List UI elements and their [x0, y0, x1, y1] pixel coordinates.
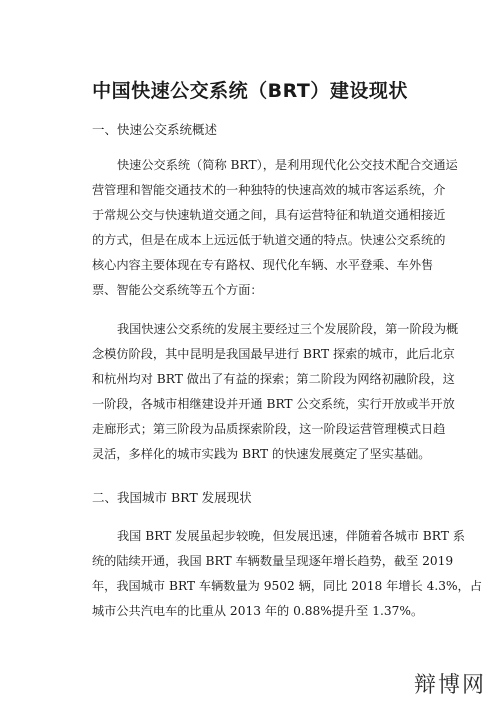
paragraph-line: 一阶段，各城市相继建设并开通 BRT 公交系统，实行开放或半开放	[92, 397, 455, 411]
paragraph-line: 我国快速公交系统的发展主要经过三个发展阶段，第一阶段为概	[117, 322, 459, 336]
watermark-logo: 辩博网	[413, 673, 486, 698]
paragraph-line: 年，我国城市 BRT 车辆数量为 9502 辆，同比 2018 年增长 4.3%，占	[92, 579, 482, 593]
paragraph-line: 城市公共汽电车的比重从 2013 年的 0.88%提升至 1.37%。	[92, 604, 424, 618]
paragraph-line: 的方式，但是在成本上远远低于轨道交通的特点。快速公交系统的	[92, 233, 446, 247]
paragraph-line: 票、智能公交系统等五个方面：	[92, 283, 263, 297]
paragraph-brt-current-status	[92, 524, 482, 624]
paragraph-line: 统的陆续开通，我国 BRT 车辆数量呈现逐年增长趋势，截至 2019	[92, 554, 454, 568]
paragraph-line: 走廊形式；第三阶段为品质探索阶段，这一阶段运营管理模式日趋	[92, 422, 446, 436]
document-title: 中国快速公交系统（BRT）建设现状	[92, 80, 408, 102]
paragraph-line: 营管理和智能交通技术的一种独特的快速高效的城市客运系统，介	[92, 183, 446, 197]
paragraph-line: 快速公交系统（简称 BRT），是利用现代化公交技术配合交通运	[117, 158, 458, 172]
paragraph-brt-definition	[92, 153, 458, 303]
section-heading-status: 二、我国城市 BRT 发展现状	[92, 490, 252, 505]
section-heading-overview: 一、快速公交系统概述	[92, 122, 218, 137]
paragraph-line: 核心内容主要体现在专有路权、现代化车辆、水平登乘、车外售	[92, 258, 434, 272]
paragraph-line: 念模仿阶段，其中昆明是我国最早进行 BRT 探索的城市，此后北京	[92, 347, 455, 361]
paragraph-line: 于常规公交与快速轨道交通之间，具有运营特征和轨道交通相接近	[92, 208, 446, 222]
paragraph-brt-development-stages	[92, 317, 459, 467]
paragraph-line: 我国 BRT 发展虽起步较晚，但发展迅速，伴随着各城市 BRT 系	[117, 529, 465, 543]
paragraph-line: 和杭州均对 BRT 做出了有益的探索；第二阶段为网络初融阶段，这	[92, 372, 455, 386]
paragraph-line: 灵活，多样化的城市实践为 BRT 的快速发展奠定了坚实基础。	[92, 447, 431, 461]
